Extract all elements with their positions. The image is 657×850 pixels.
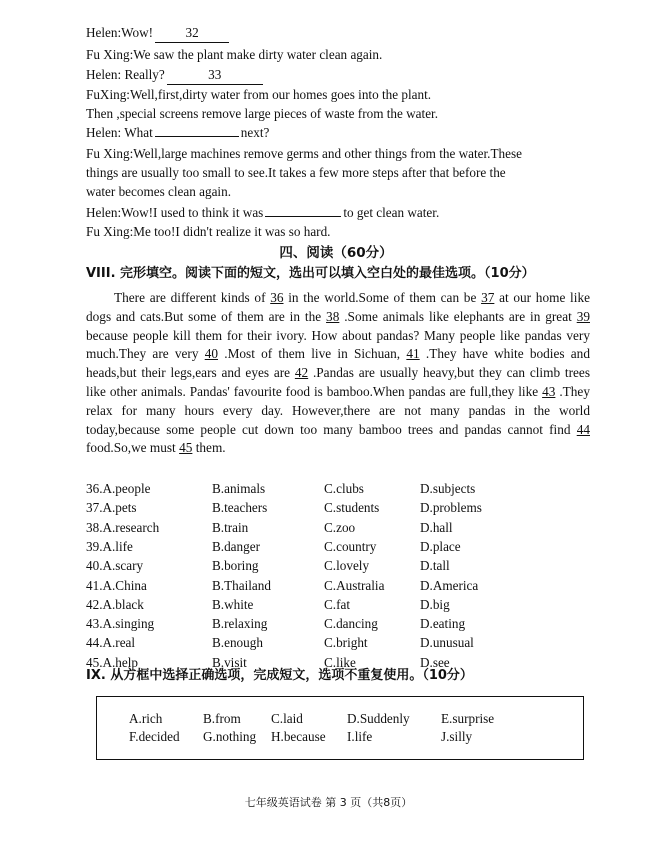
dialogue-line xyxy=(86,66,265,85)
blank-number-37: 37 xyxy=(481,290,495,305)
dialogue-line: Fu Xing:Me too!I didn't realize it was so hard. xyxy=(86,224,331,239)
option-choice: B.Thailand xyxy=(212,577,271,593)
cloze-passage xyxy=(86,289,590,458)
option-choice: B.train xyxy=(212,519,249,535)
word-option: D.Suddenly xyxy=(347,711,410,726)
option-choice: 42.A.black xyxy=(86,596,144,612)
passage-text: because people kill them for their ivory. How about pandas? Many people like pandas very much.They are very xyxy=(86,327,590,362)
section-8-heading: VIII. 完形填空。阅读下面的短文，选出可以填入空白处的最佳选项。（10分） xyxy=(86,266,535,281)
option-choice: 36.A.people xyxy=(86,481,151,496)
dialogue-text: Helen:Wow! xyxy=(86,25,154,40)
word-option: A.rich xyxy=(129,711,163,726)
option-choice: 40.A.scary xyxy=(86,558,144,574)
option-choice: C.Australia xyxy=(324,577,385,593)
option-choice: 41.A.China xyxy=(86,577,147,593)
dialogue-line: Fu Xing:We saw the plant make dirty water clean again. xyxy=(86,47,383,62)
page-footer: 七年级英语试卷 第 3 页（共8页） xyxy=(244,796,413,809)
word-option: G.nothing xyxy=(203,729,257,744)
option-choice: C.clubs xyxy=(324,481,364,496)
option-choice: B.animals xyxy=(212,481,266,496)
option-choice: C.zoo xyxy=(324,519,356,535)
blank-number-45: 45 xyxy=(179,440,193,456)
answer-blank-35 xyxy=(265,216,341,217)
answer-blank-34 xyxy=(155,136,239,137)
option-choice: 39.A.life xyxy=(86,538,133,554)
option-choice: D.problems xyxy=(420,500,482,516)
passage-text: at our home like dogs and cats.But some of them are in the xyxy=(86,290,590,324)
option-choice: C.bright xyxy=(324,635,368,651)
option-choice: 38.A.research xyxy=(86,519,160,535)
dialogue-text: Helen:Wow!I used to think it was xyxy=(86,205,264,220)
option-choice: B.enough xyxy=(212,635,263,651)
dialogue-line: things are usually too small to see.It takes a few more steps after that before the xyxy=(86,165,506,180)
option-choice: D.eating xyxy=(420,616,466,632)
passage-text: them. xyxy=(192,440,226,456)
option-choice: D.unusual xyxy=(420,635,474,651)
option-choice: 45.A.help xyxy=(86,654,139,670)
word-option: B.from xyxy=(203,711,241,726)
dialogue-line xyxy=(86,204,439,222)
passage-paragraph xyxy=(86,289,590,458)
option-choice: C.lovely xyxy=(324,558,370,574)
passage-text: .They relax for many hours every day. However,there are not many pandas in the world today,because some people cut down too many bamboo trees and pandas cannot find xyxy=(86,383,590,437)
dialogue-line xyxy=(86,124,269,142)
option-choice: D.subjects xyxy=(420,481,476,496)
dialogue-text: Helen: Really? xyxy=(86,67,165,82)
option-choice: B.white xyxy=(212,596,254,612)
answer-blank-32: 32 xyxy=(155,24,229,43)
blank-number-44: 44 xyxy=(576,421,590,437)
passage-text: .Most of them live in Sichuan, xyxy=(218,346,407,362)
answer-blank-33: 33 xyxy=(167,66,263,85)
blank-number-38: 38 xyxy=(326,308,340,324)
option-choice: D.tall xyxy=(420,558,450,574)
option-choice: C.dancing xyxy=(324,616,378,632)
option-choice: D.hall xyxy=(420,519,453,535)
passage-text: .Some animals like elephants are in great xyxy=(339,308,577,324)
dialogue-line: water becomes clean again. xyxy=(86,184,231,199)
option-choice: D.place xyxy=(420,538,461,554)
blank-number-40: 40 xyxy=(204,346,219,362)
option-choice: C.students xyxy=(324,500,380,516)
passage-text: in the world.Some of them can be xyxy=(283,290,482,305)
blank-number-42: 42 xyxy=(294,365,309,381)
section-title: 四、阅读（60分） xyxy=(279,245,393,261)
dialogue-line xyxy=(86,24,231,43)
dialogue-text: to get clean water. xyxy=(343,205,440,220)
section-9-heading: IX. 从方框中选择正确选项，完成短文，选项不重复使用。（10分） xyxy=(86,668,473,683)
option-choice: D.big xyxy=(420,596,450,612)
word-option: C.laid xyxy=(271,711,303,726)
word-option: E.surprise xyxy=(441,711,495,726)
option-choice: C.country xyxy=(324,538,377,554)
option-choice: D.America xyxy=(420,577,479,593)
dialogue-line: Then ,special screens remove large pieces of waste from the water. xyxy=(86,106,439,121)
passage-text: .They have white bodies and heads,but their legs,ears and eyes are xyxy=(86,346,590,381)
option-choice: 43.A.singing xyxy=(86,616,155,632)
passage-text: .Pandas are usually heavy,but they can climb trees like other animals. Pandas' favourite food is bamboo.When pandas are full,they like xyxy=(86,365,590,399)
blank-number-36: 36 xyxy=(270,290,284,305)
dialogue-text: Helen: What xyxy=(86,125,153,140)
word-option: J.silly xyxy=(441,729,473,744)
option-choice: B.visit xyxy=(212,654,247,670)
option-choice: 44.A.real xyxy=(86,635,136,651)
option-choice: B.teachers xyxy=(212,500,268,516)
passage-text: There are different kinds of xyxy=(114,290,271,305)
dialogue-line: FuXing:Well,first,dirty water from our homes goes into the plant. xyxy=(86,87,432,102)
word-option: H.because xyxy=(271,729,326,744)
blank-number-41: 41 xyxy=(406,346,420,362)
option-choice: C.fat xyxy=(324,596,351,612)
option-choice: C.like xyxy=(324,654,356,670)
dialogue-text: next? xyxy=(240,125,270,140)
word-option: I.life xyxy=(347,729,373,744)
option-choice: D.see xyxy=(420,654,450,670)
blank-number-43: 43 xyxy=(542,383,556,399)
word-option: F.decided xyxy=(129,729,180,744)
word-choice-box xyxy=(96,696,584,760)
option-choice: B.boring xyxy=(212,558,259,574)
blank-number-39: 39 xyxy=(576,308,590,324)
option-choice: B.relaxing xyxy=(212,616,268,632)
passage-text: food.So,we must xyxy=(86,440,180,456)
option-choice: B.danger xyxy=(212,538,260,554)
option-choice: 37.A.pets xyxy=(86,500,137,516)
dialogue-line: Fu Xing:Well,large machines remove germs and other things from the water.These xyxy=(86,146,522,161)
